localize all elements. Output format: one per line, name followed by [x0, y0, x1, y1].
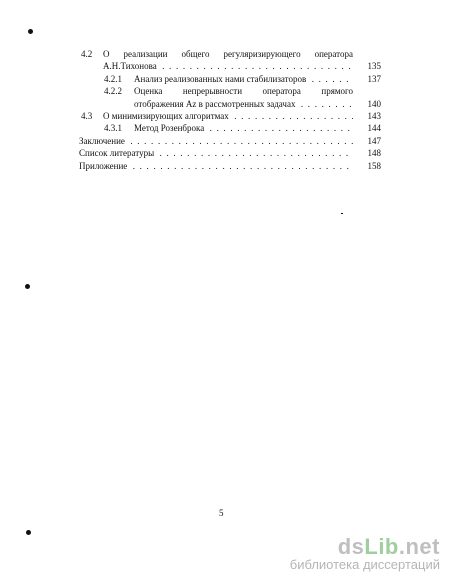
toc-entry-page: 144 — [367, 123, 381, 134]
toc-entry[interactable] — [79, 85, 381, 97]
toc-entry-page: 147 — [367, 135, 381, 146]
page-number: 5 — [219, 508, 224, 518]
toc-entry-title: Список литературы . . . — [79, 147, 353, 159]
toc-entry-number: 4.2 — [81, 49, 93, 59]
toc-entry-number: 4.2.2 — [104, 86, 122, 97]
toc-entry-title: Приложение . . . — [79, 160, 353, 172]
watermark — [290, 534, 440, 572]
toc-entry[interactable] — [79, 160, 381, 172]
toc-entry[interactable] — [79, 147, 381, 159]
toc-entry-page: 140 — [367, 98, 381, 109]
toc-entry[interactable] — [79, 135, 381, 147]
toc-entry-title: Заключение . . . — [79, 135, 353, 147]
toc-entry-number: 4.2.1 — [104, 73, 122, 84]
speck-mark — [341, 213, 343, 214]
toc-entry-title: отображения Az в рассмотренных задачах . . . — [134, 98, 353, 110]
toc-entry[interactable] — [79, 48, 381, 60]
toc-entry-number: 4.3 — [81, 110, 93, 121]
binding-hole-middle — [25, 284, 30, 289]
toc-entry-page: 148 — [367, 148, 381, 159]
toc-entry[interactable] — [79, 122, 381, 134]
toc-entry-title: Анализ реализованных нами стабилизаторов . . . — [134, 73, 353, 85]
toc-entry-page: 137 — [367, 73, 381, 84]
watermark-logo: dsLib.net — [337, 534, 440, 559]
toc-entry-title: О реализации общего регуляризирующего оператора — [103, 49, 353, 59]
toc-entry-page: 158 — [367, 160, 381, 171]
toc-entry-page: 143 — [367, 110, 381, 121]
toc-entry[interactable] — [79, 110, 381, 122]
toc-entry-continuation[interactable] — [79, 60, 381, 72]
watermark-subtitle: библиотека диссертаций — [289, 557, 440, 572]
toc-entry[interactable] — [79, 73, 381, 85]
binding-hole-bottom — [26, 530, 31, 535]
toc-entry-page: 135 — [367, 61, 381, 72]
binding-hole-top — [28, 29, 33, 34]
toc-entry-number: 4.3.1 — [104, 123, 122, 134]
toc-entry-title: А.Н.Тихонова . . . — [103, 60, 353, 72]
toc-entry-continuation[interactable] — [79, 98, 381, 110]
toc-entry-title: О минимизирующих алгоритмах . . . — [103, 110, 353, 122]
table-of-contents — [79, 48, 381, 172]
toc-entry-title: Оценка непрерывности оператора прямого — [134, 86, 353, 97]
toc-entry-title: Метод Розенброка . . . — [134, 122, 353, 134]
